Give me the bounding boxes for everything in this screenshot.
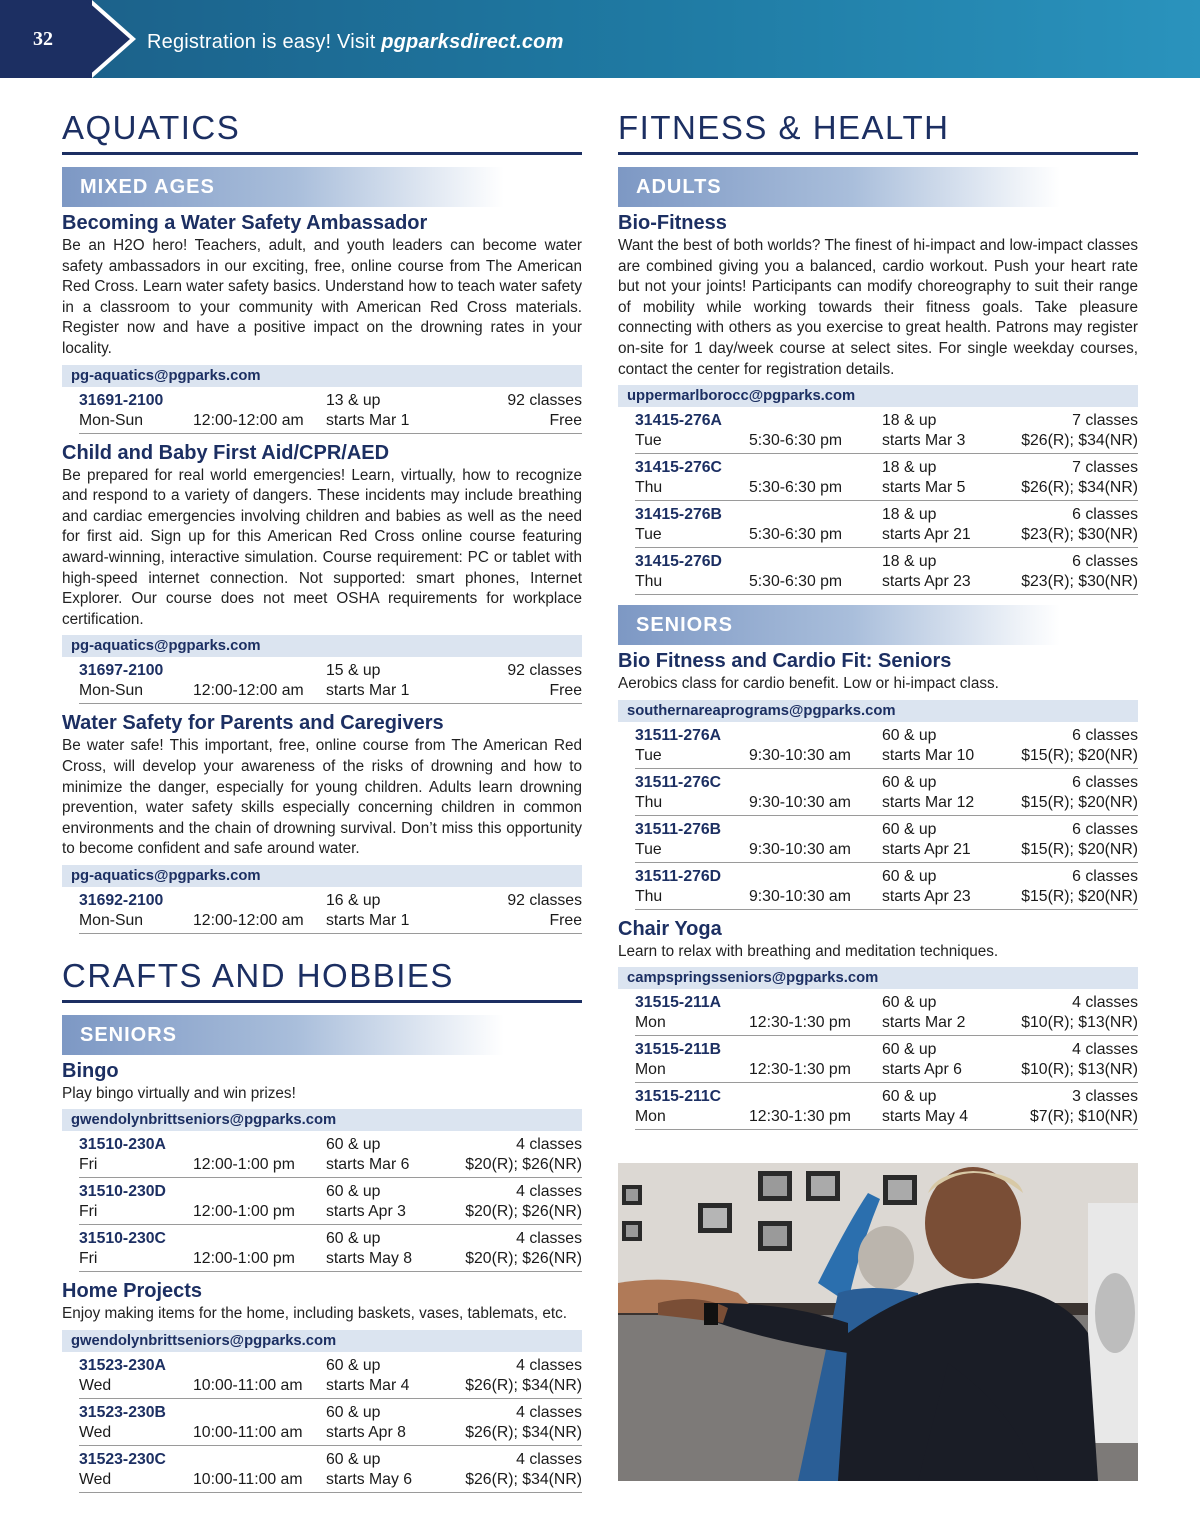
course-title: Chair Yoga: [618, 917, 722, 940]
course-code[interactable]: 31692-2100: [79, 891, 164, 909]
course-day: Mon-Sun: [79, 911, 144, 929]
course-code[interactable]: 31515-211A: [635, 994, 722, 1012]
course-description: Enjoy making items for the home, including baskets, vases, tablemats, etc.: [62, 1305, 568, 1323]
section-title-crafts: CRAFTS AND HOBBIES: [62, 956, 582, 1003]
course-block: [62, 710, 582, 934]
schedule-table: [62, 657, 582, 704]
schedule-row: [79, 1399, 582, 1446]
contact-email[interactable]: gwendolynbrittseniors@pgparks.com: [62, 1330, 582, 1352]
course-description: Be water safe! This important, free, online course from The American Red Cross, will develop your awareness of the risks of drowning and how to minimize the danger, especially for young children. Adults learn drowning prevention, water safety skills especially concerning children in common environments and the chain of drowning survival. Don’t miss this opportunity to become confident and safe around water.: [62, 737, 582, 858]
course-time: 12:00-1:00 pm: [193, 1203, 295, 1221]
course-description: Play bingo virtually and win prizes!: [62, 1084, 296, 1102]
course-class-count: 6 classes: [1072, 553, 1138, 571]
band-seniors-crafts: SENIORS: [62, 1015, 582, 1055]
schedule-row: [79, 1446, 582, 1493]
course-start-date: starts Mar 4: [326, 1377, 410, 1395]
course-class-count: 4 classes: [516, 1451, 582, 1469]
course-age: 60 & up: [326, 1230, 381, 1248]
course-fee: $26(R); $34(NR): [465, 1377, 582, 1395]
course-time: 12:00-12:00 am: [193, 411, 304, 429]
course-start-date: starts Apr 21: [882, 526, 971, 544]
course-age: 60 & up: [882, 867, 937, 885]
course-age: 16 & up: [326, 891, 381, 909]
course-age: 60 & up: [326, 1357, 381, 1375]
course-title: Bio Fitness and Cardio Fit: Seniors: [618, 650, 952, 673]
aquatics-courses: [62, 210, 582, 934]
course-age: 60 & up: [882, 994, 937, 1012]
course-description: Aerobics class for cardio benefit. Low or hi-impact class.: [618, 675, 999, 693]
course-start-date: starts Apr 23: [882, 573, 971, 591]
course-age: 18 & up: [882, 412, 937, 430]
course-block: [618, 916, 1138, 1131]
course-title: Child and Baby First Aid/CPR/AED: [62, 441, 390, 464]
course-age: 60 & up: [882, 773, 937, 791]
schedule-row: [635, 454, 1138, 501]
course-start-date: starts Mar 1: [326, 682, 410, 700]
course-class-count: 4 classes: [516, 1136, 582, 1154]
course-code[interactable]: 31415-276D: [635, 553, 722, 571]
schedule-row: [635, 501, 1138, 548]
course-code[interactable]: 31511-276B: [635, 820, 722, 838]
schedule-row: [635, 1083, 1138, 1130]
section-title-aquatics: AQUATICS: [62, 108, 582, 155]
course-start-date: starts May 6: [326, 1471, 413, 1489]
schedule-row: [79, 1225, 582, 1272]
course-fee: $10(R); $13(NR): [1021, 1014, 1138, 1032]
course-time: 5:30-6:30 pm: [749, 573, 843, 591]
course-start-date: starts Mar 6: [326, 1156, 410, 1174]
course-day: Tue: [635, 840, 662, 858]
section-title-fitness: FITNESS & HEALTH: [618, 108, 1138, 155]
course-fee: $26(R); $34(NR): [1021, 432, 1138, 450]
course-time: 5:30-6:30 pm: [749, 479, 843, 497]
course-fee: $26(R); $34(NR): [1021, 479, 1138, 497]
course-code[interactable]: 31515-211B: [635, 1041, 722, 1059]
course-fee: $7(R); $10(NR): [1030, 1108, 1138, 1126]
course-time: 10:00-11:00 am: [193, 1471, 303, 1489]
course-class-count: 92 classes: [507, 891, 582, 909]
course-fee: Free: [549, 682, 582, 700]
course-age: 18 & up: [882, 553, 937, 571]
contact-email[interactable]: uppermarlborocc@pgparks.com: [618, 385, 1138, 407]
schedule-row: [635, 548, 1138, 595]
schedule-table: [62, 1131, 582, 1272]
course-age: 60 & up: [326, 1136, 381, 1154]
course-day: Wed: [79, 1377, 112, 1395]
course-block: [62, 440, 582, 705]
course-age: 60 & up: [882, 726, 937, 744]
contact-email[interactable]: pg-aquatics@pgparks.com: [62, 865, 582, 887]
course-start-date: starts Mar 12: [882, 793, 975, 811]
course-title: Bio-Fitness: [618, 212, 727, 234]
left-column: [62, 108, 582, 1499]
course-day: Mon: [635, 1061, 666, 1079]
course-age: 15 & up: [326, 662, 381, 680]
course-code[interactable]: 31510-230C: [79, 1230, 166, 1248]
course-age: 18 & up: [882, 506, 937, 524]
contact-email[interactable]: campspringsseniors@pgparks.com: [618, 967, 1138, 989]
course-class-count: 6 classes: [1072, 867, 1138, 885]
course-day: Fri: [79, 1156, 98, 1174]
schedule-table: [62, 887, 582, 934]
schedule-row: [79, 1178, 582, 1225]
course-day: Wed: [79, 1424, 112, 1442]
course-title: Water Safety for Parents and Caregivers: [62, 712, 444, 735]
schedule-row: [635, 769, 1138, 816]
course-description: Want the best of both worlds? The finest of hi-impact and low-impact classes are combined giving you a balanced, cardio workout. Push your heart rate but not your joints! Participants can modify choreography to suit their range of mobility while working towards their fitness goals. Take pleasure connecting with others as you exercise to great health. Patrons may register on-site for 1 day/week course at select sites. For single weekday courses, contact the center for registration details.: [618, 237, 1138, 378]
course-age: 60 & up: [326, 1404, 381, 1422]
course-start-date: starts Apr 23: [882, 887, 971, 905]
schedule-row: [79, 1131, 582, 1178]
schedule-row: [635, 407, 1138, 454]
schedule-row: [635, 863, 1138, 910]
band-seniors-fitness: SENIORS: [618, 605, 1138, 645]
course-code[interactable]: 31415-276A: [635, 412, 722, 430]
contact-email[interactable]: southernareaprograms@pgparks.com: [618, 700, 1138, 722]
course-day: Fri: [79, 1203, 98, 1221]
course-start-date: starts Mar 5: [882, 479, 966, 497]
course-title: Bingo: [62, 1059, 119, 1082]
course-code[interactable]: 31697-2100: [79, 662, 164, 680]
course-day: Thu: [635, 887, 663, 905]
course-day: Thu: [635, 479, 663, 497]
schedule-row: [635, 989, 1138, 1036]
website-link[interactable]: pgparksdirect.com: [381, 31, 564, 53]
course-block: [62, 1278, 582, 1493]
course-age: 18 & up: [882, 459, 937, 477]
schedule-table: [62, 387, 582, 434]
course-start-date: starts Mar 3: [882, 432, 966, 450]
chair-yoga-photo: [618, 1163, 1138, 1481]
schedule-row: [79, 387, 582, 434]
schedule-row: [79, 1352, 582, 1399]
course-time: 10:00-11:00 am: [193, 1377, 303, 1395]
course-time: 12:00-12:00 am: [193, 682, 304, 700]
course-class-count: 4 classes: [516, 1183, 582, 1201]
senior-courses: [618, 648, 1138, 1130]
course-time: 5:30-6:30 pm: [749, 432, 843, 450]
contact-email[interactable]: gwendolynbrittseniors@pgparks.com: [62, 1109, 582, 1131]
schedule-row: [635, 722, 1138, 769]
course-day: Thu: [635, 573, 663, 591]
course-description: Be an H2O hero! Teachers, adult, and youth leaders can become water safety ambassadors in our exciting, free, online course from The American Red Cross. Learn water safety basics. Understand how to teach water safety in a classroom to your community with American Red Cross materials. Register now and have a positive impact on the drowning rates in your locality.: [62, 237, 582, 357]
course-age: 60 & up: [326, 1183, 381, 1201]
course-description: Be prepared for real world emergencies! Learn, virtually, how to recognize and respond to a variety of dangers. These incidents may include breathing and cardiac emergencies involving children and babies as well as the need for first aid. Sign up for this American Red Cross online course featuring award-winning, interactive simulation. Course requirement: PC or tablet with high-speed internet connection. Not supported: smart phones, Internet Explorer. Our course does not meet OSHA requirements for workplace certification.: [62, 466, 582, 628]
course-time: 9:30-10:30 am: [749, 887, 851, 905]
course-fee: $15(R); $20(NR): [1021, 793, 1138, 811]
crafts-courses: [62, 1058, 582, 1493]
course-fee: $20(R); $26(NR): [465, 1250, 582, 1268]
course-day: Wed: [79, 1471, 112, 1489]
course-day: Fri: [79, 1250, 98, 1268]
course-age: 60 & up: [882, 1088, 937, 1106]
course-time: 9:30-10:30 am: [749, 840, 851, 858]
course-time: 12:30-1:30 pm: [749, 1061, 851, 1079]
course-day: Thu: [635, 793, 663, 811]
course-fee: $20(R); $26(NR): [465, 1203, 582, 1221]
contact-email[interactable]: pg-aquatics@pgparks.com: [62, 635, 582, 657]
course-block: [618, 210, 1138, 595]
adult-courses: [618, 210, 1138, 595]
course-time: 12:30-1:30 pm: [749, 1108, 851, 1126]
course-class-count: 6 classes: [1072, 820, 1138, 838]
course-fee: Free: [549, 411, 582, 429]
contact-email[interactable]: pg-aquatics@pgparks.com: [62, 365, 582, 387]
course-code[interactable]: 31523-230B: [79, 1404, 166, 1422]
course-code[interactable]: 31511-276A: [635, 726, 722, 744]
course-fee: $15(R); $20(NR): [1021, 746, 1138, 764]
course-time: 12:00-12:00 am: [193, 911, 304, 929]
course-code[interactable]: 31415-276C: [635, 459, 722, 477]
schedule-table: [618, 407, 1138, 595]
course-title: Home Projects: [62, 1280, 203, 1303]
course-start-date: starts Apr 21: [882, 840, 971, 858]
course-code[interactable]: 31515-211C: [635, 1088, 722, 1106]
registration-tagline: Registration is easy! Visit pgparksdirect.com: [147, 31, 564, 53]
course-class-count: 4 classes: [516, 1357, 582, 1375]
course-class-count: 6 classes: [1072, 506, 1138, 524]
course-start-date: starts Apr 6: [882, 1061, 962, 1079]
course-fee: $20(R); $26(NR): [465, 1156, 582, 1174]
course-code[interactable]: 31691-2100: [79, 391, 164, 409]
schedule-table: [62, 1352, 582, 1493]
course-age: 60 & up: [882, 820, 937, 838]
course-code[interactable]: 31511-276C: [635, 773, 722, 791]
course-time: 9:30-10:30 am: [749, 793, 851, 811]
course-code[interactable]: 31415-276B: [635, 506, 722, 524]
course-title: Becoming a Water Safety Ambassador: [62, 212, 428, 234]
course-fee: $23(R); $30(NR): [1021, 526, 1138, 544]
course-start-date: starts Apr 8: [326, 1424, 406, 1442]
course-age: 60 & up: [882, 1041, 937, 1059]
course-day: Tue: [635, 526, 662, 544]
course-age: 60 & up: [326, 1451, 381, 1469]
schedule-table: [618, 722, 1138, 910]
course-day: Mon: [635, 1108, 666, 1126]
course-class-count: 4 classes: [516, 1404, 582, 1422]
course-day: Tue: [635, 432, 662, 450]
schedule-row: [79, 887, 582, 934]
course-class-count: 7 classes: [1072, 459, 1138, 477]
course-day: Mon-Sun: [79, 682, 144, 700]
right-column: [618, 108, 1138, 1136]
photo-illustration: [618, 1163, 1138, 1481]
course-fee: $26(R); $34(NR): [465, 1471, 582, 1489]
course-start-date: starts Apr 3: [326, 1203, 406, 1221]
course-day: Tue: [635, 746, 662, 764]
course-class-count: 92 classes: [507, 662, 582, 680]
schedule-row: [635, 816, 1138, 863]
schedule-row: [79, 657, 582, 704]
course-time: 12:00-1:00 pm: [193, 1250, 295, 1268]
course-block: [618, 648, 1138, 910]
course-start-date: starts May 8: [326, 1250, 413, 1268]
page-number: 32: [33, 28, 53, 50]
band-adults: ADULTS: [618, 167, 1138, 207]
course-class-count: 6 classes: [1072, 726, 1138, 744]
course-block: [62, 210, 582, 434]
course-time: 10:00-11:00 am: [193, 1424, 303, 1442]
course-fee: $26(R); $34(NR): [465, 1424, 582, 1442]
course-time: 12:30-1:30 pm: [749, 1014, 851, 1032]
course-class-count: 4 classes: [1072, 994, 1138, 1012]
course-class-count: 7 classes: [1072, 412, 1138, 430]
course-class-count: 6 classes: [1072, 773, 1138, 791]
course-day: Mon: [635, 1014, 666, 1032]
course-fee: $10(R); $13(NR): [1021, 1061, 1138, 1079]
course-code[interactable]: 31523-230C: [79, 1451, 166, 1469]
course-age: 13 & up: [326, 391, 381, 409]
course-day: Mon-Sun: [79, 411, 144, 429]
course-fee: $15(R); $20(NR): [1021, 840, 1138, 858]
course-time: 9:30-10:30 am: [749, 746, 851, 764]
schedule-table: [618, 989, 1138, 1130]
course-start-date: starts Mar 1: [326, 911, 410, 929]
course-description: Learn to relax with breathing and meditation techniques.: [618, 942, 999, 960]
schedule-row: [635, 1036, 1138, 1083]
course-block: [62, 1058, 582, 1273]
course-fee: Free: [549, 911, 582, 929]
band-mixed-ages: MIXED AGES: [62, 167, 582, 207]
course-fee: $15(R); $20(NR): [1021, 887, 1138, 905]
course-code[interactable]: 31523-230A: [79, 1357, 166, 1375]
course-time: 12:00-1:00 pm: [193, 1156, 295, 1174]
course-time: 5:30-6:30 pm: [749, 526, 843, 544]
course-class-count: 92 classes: [507, 391, 582, 409]
course-fee: $23(R); $30(NR): [1021, 573, 1138, 591]
course-start-date: starts Mar 10: [882, 746, 975, 764]
course-code[interactable]: 31510-230A: [79, 1136, 166, 1154]
course-code[interactable]: 31511-276D: [635, 867, 722, 885]
course-start-date: starts Mar 1: [326, 411, 410, 429]
header-bar: [0, 0, 1200, 78]
course-class-count: 3 classes: [1072, 1088, 1138, 1106]
course-start-date: starts May 4: [882, 1108, 969, 1126]
course-class-count: 4 classes: [516, 1230, 582, 1248]
course-code[interactable]: 31510-230D: [79, 1183, 166, 1201]
course-class-count: 4 classes: [1072, 1041, 1138, 1059]
course-start-date: starts Mar 2: [882, 1014, 966, 1032]
